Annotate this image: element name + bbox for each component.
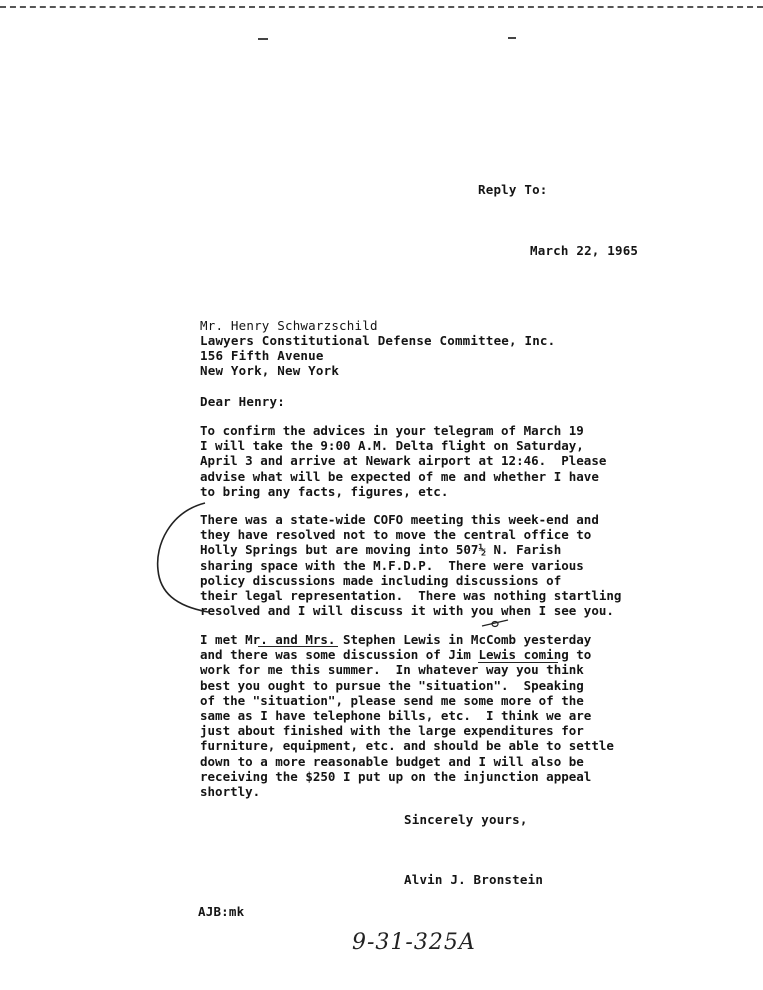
handwritten-insert-mark — [480, 616, 510, 630]
paragraph-line: their legal representation. There was nothing startling — [200, 587, 622, 603]
paragraph-line: shortly. — [200, 783, 261, 799]
paragraph-line: work for me this summer. In whatever way you think — [200, 662, 584, 678]
closing: Sincerely yours, — [404, 812, 528, 827]
paragraph-cofo-meeting — [200, 512, 710, 618]
paragraph-line: just about finished with the large expenditures for — [200, 723, 584, 739]
paragraph-line: furniture, equipment, etc. and should be able to settle — [200, 738, 614, 754]
salutation: Dear Henry: — [200, 394, 285, 409]
paragraph-line: Holly Springs but are moving into 507½ N. Farish — [200, 542, 562, 558]
addressee-name: Mr. Henry Schwarzschild — [200, 318, 378, 333]
paragraph-line: resolved and I will discuss it with you when I see you. — [200, 603, 614, 619]
paragraph-line: To confirm the advices in your telegram of March 19 — [200, 423, 584, 438]
paragraph-lewis-meeting — [200, 632, 710, 799]
reply-to-label: Reply To: — [478, 182, 548, 197]
paragraph-line: same as I have telephone bills, etc. I think we are — [200, 707, 592, 723]
addressee-org: Lawyers Constitutional Defense Committee, Inc. — [200, 333, 556, 348]
scan-speck — [258, 38, 268, 40]
paragraph-line: down to a more reasonable budget and I will also be — [200, 753, 584, 769]
typist-initials: AJB:mk — [198, 904, 245, 919]
paragraph-line: and there was some discussion of Jim Lewis coming to — [200, 647, 592, 663]
signature-name: Alvin J. Bronstein — [404, 872, 544, 887]
letter-date: March 22, 1965 — [530, 243, 639, 258]
paragraph-line: receiving the $250 I put up on the injunction appeal — [200, 768, 592, 784]
addressee-city: New York, New York — [200, 363, 340, 378]
paragraph-line: policy discussions made including discussions of — [200, 572, 562, 588]
paragraph-line: advise what will be expected of me and whether I have — [200, 468, 599, 484]
top-border-rule — [0, 6, 763, 8]
handwritten-underline — [478, 662, 558, 663]
handwritten-bracket-mark — [150, 500, 210, 620]
paragraph-line: to bring any facts, figures, etc. — [200, 483, 449, 499]
handwritten-file-number: 9-31-325A — [352, 930, 476, 955]
paragraph-line: April 3 and arrive at Newark airport at 12:46. Please — [200, 453, 607, 469]
paragraph-travel — [200, 423, 710, 499]
paragraph-line: they have resolved not to move the central office to — [200, 527, 592, 543]
paragraph-line: I will take the 9:00 A.M. Delta flight on Saturday, — [200, 438, 584, 454]
scan-speck — [508, 37, 516, 39]
paragraph-line: There was a state-wide COFO meeting this week-end and — [200, 512, 599, 527]
addressee-street: 156 Fifth Avenue — [200, 348, 324, 363]
handwritten-strikethrough — [258, 646, 338, 647]
paragraph-line: of the "situation", please send me some more of the — [200, 692, 584, 708]
paragraph-line: I met Mr. and Mrs. Stephen Lewis in McComb yesterday — [200, 632, 592, 647]
paragraph-line: sharing space with the M.F.D.P. There were various — [200, 557, 584, 573]
paragraph-line: best you ought to pursue the "situation". Speaking — [200, 677, 584, 693]
